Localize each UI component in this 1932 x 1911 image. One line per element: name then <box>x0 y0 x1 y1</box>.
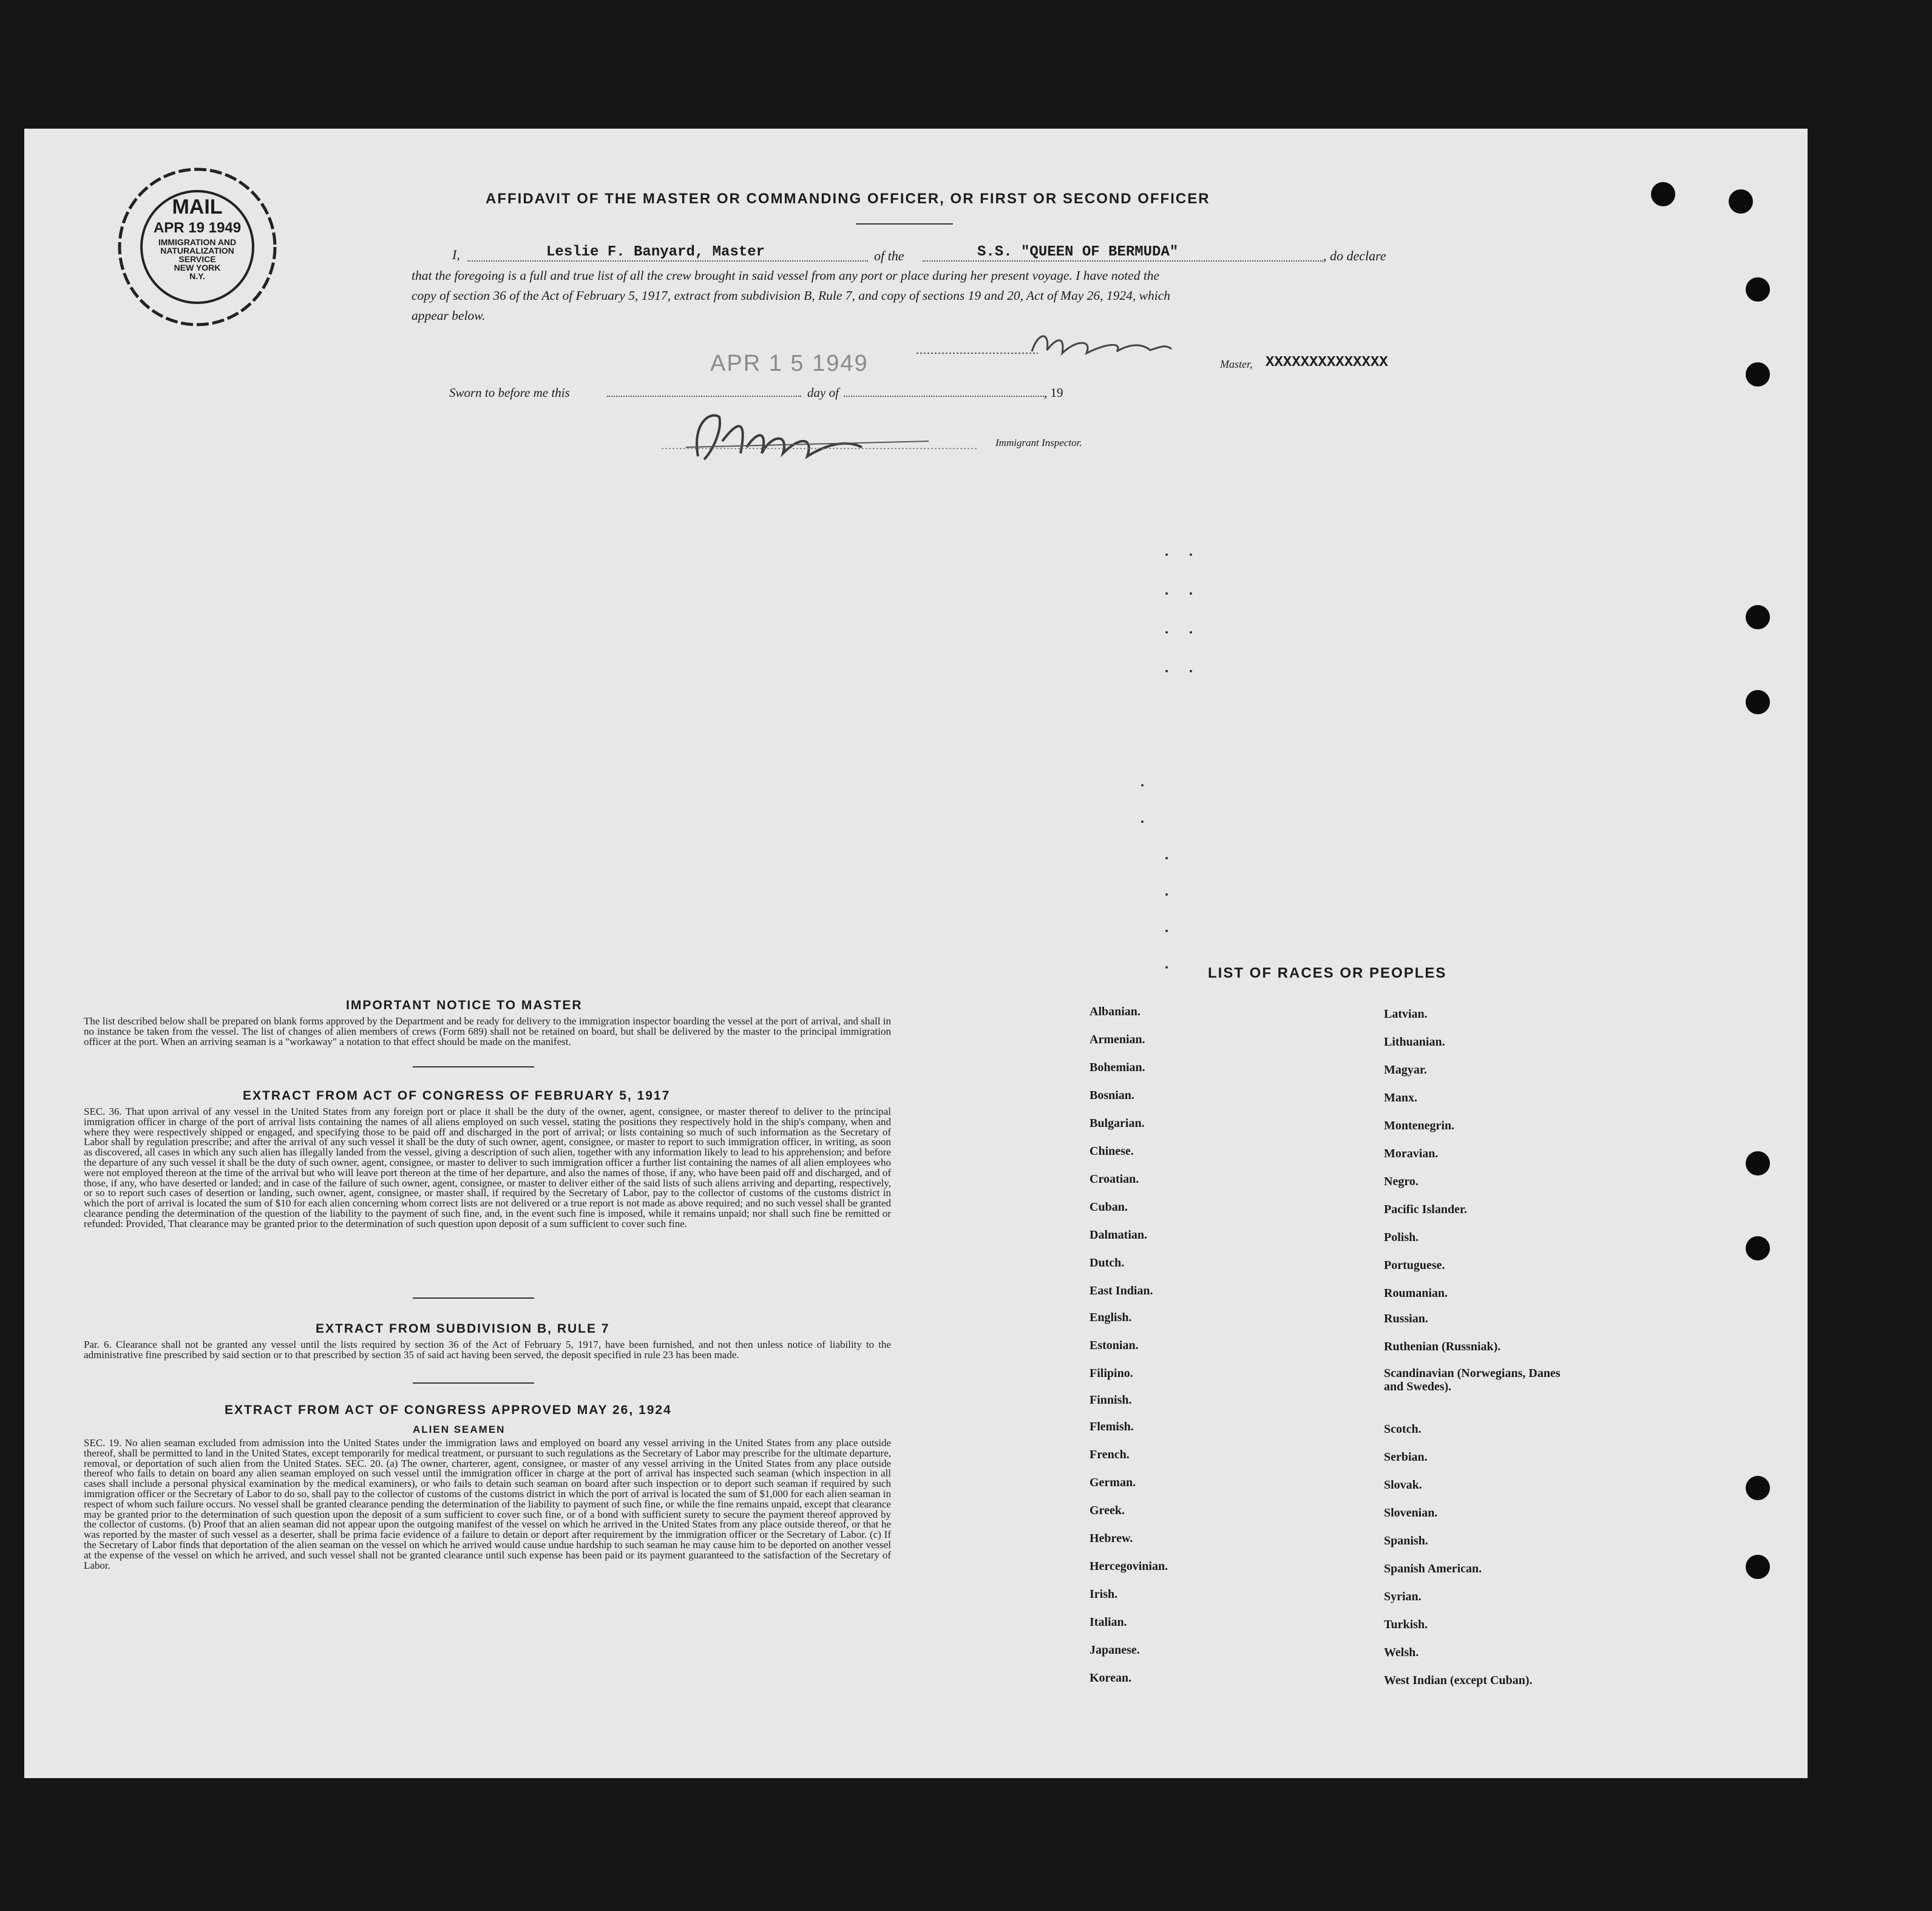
race-item: Spanish. <box>1384 1534 1428 1547</box>
sworn-day-field <box>607 396 801 397</box>
do-declare-label: , do declare <box>1323 248 1386 263</box>
race-item: Estonian. <box>1090 1339 1139 1352</box>
inspector-signature <box>662 405 1002 475</box>
race-item: Bosnian. <box>1090 1089 1134 1102</box>
date-received-stamp: APR 1 5 1949 <box>710 351 869 376</box>
act-1924-heading: EXTRACT FROM ACT OF CONGRESS APPROVED MAY 26, 1924 <box>225 1403 672 1417</box>
sworn-label: Sworn to before me this <box>449 385 570 400</box>
of-the-label: of the <box>874 248 904 263</box>
act-1924-text: SEC. 19. No alien seaman excluded from admission into the United States under the immigration laws and employed on board any vessel arriving in the United States from any place outside thereof, shall be permitted to land in the United States, except temporarily for medical treatment, or pursuant to such regulations as the Secretary of Labor may prescribe for the ultimate departure, removal, or deportation of such alien from the United States. SEC. 20. (a) The owner, charterer, agent, consignee, or master of any vessel arriving in the United States from any place outside thereof who fails to detain on board any alien seaman employed on such vessel until the immigration officer in charge at the port of arrival has inspected such seaman (which inspection in all cases shall include a personal physical examination by the medical examiners), or who fails to detain such seaman on board after such inspection or to deport such seaman if required by such immigration officer or the Secretary of Labor to do so, shall pay to the collector of customs of the customs district in which the port of arrival is located the sum of $1,000 for each alien seaman in respect of whom such failure occurs. No vessel shall be granted clearance pending the determination of the liability to payment of such fine, or while the fine remains unpaid, except that clearance may be granted prior to the determination of such question upon the deposit of a sum sufficient to cover such fine, or of a bond with sufficient surety to secure the payment thereof approved by the collector of customs. (b) Proof that an alien seaman did not appear upon the outgoing manifest of the vessel on which he arrived in the United States from any place outside thereof, or that he was reported by the master of such vessel as a deserter, shall be prima facie evidence of a failure to detain or deport after requirement by the immigration officer or the Secretary of Labor. (c) If the Secretary of Labor finds that deportation of the alien seaman on the vessel on which he arrived would cause undue hardship to such seaman he may cause him to be deported on another vessel at the expense of the vessel on which he arrived, and such vessel shall not be granted clearance until such expense has been paid or its payment guaranteed to the satisfaction of the Secretary of Labor. <box>84 1437 891 1571</box>
binder-hole <box>1651 182 1675 206</box>
race-item: German. <box>1090 1476 1136 1489</box>
race-item: Lithuanian. <box>1384 1035 1445 1049</box>
race-item: Hercegovinian. <box>1090 1560 1168 1573</box>
speck <box>1165 670 1168 672</box>
race-item: Hebrew. <box>1090 1532 1133 1545</box>
race-item: Serbian. <box>1384 1450 1428 1464</box>
race-item: Scandinavian (Norwegians, Danes and Swedes). <box>1384 1367 1561 1393</box>
binder-hole <box>1746 605 1770 629</box>
race-item: Turkish. <box>1384 1618 1428 1631</box>
race-item: Negro. <box>1384 1175 1418 1188</box>
speck <box>1165 631 1168 634</box>
binder-hole <box>1746 362 1770 387</box>
speck <box>1165 893 1168 896</box>
race-item: Polish. <box>1384 1231 1419 1244</box>
race-item: French. <box>1090 1448 1130 1461</box>
binder-hole <box>1746 1151 1770 1175</box>
vessel-name-field: S.S. "QUEEN OF BERMUDA" <box>923 244 1323 262</box>
race-item: Slovenian. <box>1384 1506 1438 1520</box>
stamp-mail-text: MAIL <box>172 195 223 218</box>
heading-divider <box>856 223 953 225</box>
race-item: Ruthenian (Russniak). <box>1384 1340 1501 1353</box>
race-item: Portuguese. <box>1384 1259 1445 1272</box>
race-item: Slovak. <box>1384 1478 1422 1492</box>
race-item: Latvian. <box>1384 1007 1428 1021</box>
stamp-agency-text: SERVICE <box>178 254 216 264</box>
speck <box>1165 592 1168 595</box>
race-item: Dutch. <box>1090 1256 1125 1270</box>
mail-received-stamp <box>115 165 279 329</box>
race-item: Bulgarian. <box>1090 1117 1145 1130</box>
binder-hole <box>1746 277 1770 302</box>
race-item: Moravian. <box>1384 1147 1439 1160</box>
race-item: Roumanian. <box>1384 1287 1448 1300</box>
master-name-field: Leslie F. Banyard, Master <box>467 244 868 262</box>
speck <box>1190 592 1192 595</box>
speck <box>1165 966 1168 969</box>
inspector-label: Immigrant Inspector. <box>995 437 1082 448</box>
race-item: Chinese. <box>1090 1145 1134 1158</box>
document-page <box>24 129 1808 1778</box>
race-item: Russian. <box>1384 1312 1428 1325</box>
race-item: Pacific Islander. <box>1384 1203 1468 1216</box>
section-divider <box>413 1382 534 1384</box>
race-item: West Indian (except Cuban). <box>1384 1674 1533 1687</box>
affidavit-i-label: I, <box>452 247 460 262</box>
act-1924-subheading: ALIEN SEAMEN <box>413 1424 506 1435</box>
binder-hole <box>1746 1476 1770 1500</box>
binder-hole <box>1746 1555 1770 1579</box>
race-item: Albanian. <box>1090 1005 1141 1018</box>
stamp-date-text: APR 19 1949 <box>153 220 242 236</box>
section-divider <box>413 1297 534 1299</box>
binder-hole <box>1746 690 1770 714</box>
race-item: Welsh. <box>1384 1646 1419 1659</box>
master-label: Master, <box>1220 358 1253 370</box>
speck <box>1190 631 1192 634</box>
race-item: Cuban. <box>1090 1200 1128 1214</box>
binder-hole <box>1746 1236 1770 1260</box>
race-item: Dalmatian. <box>1090 1228 1147 1242</box>
master-stamp: XXXXXXXXXXXXXX <box>1266 354 1388 371</box>
race-item: Syrian. <box>1384 1590 1422 1603</box>
speck <box>1190 553 1192 556</box>
speck <box>1190 670 1192 672</box>
stamp-agency-text: IMMIGRATION AND <box>158 237 237 247</box>
race-item: Montenegrin. <box>1384 1119 1455 1132</box>
sworn-month-field <box>844 396 1044 397</box>
race-item: Magyar. <box>1384 1063 1427 1077</box>
race-item: East Indian. <box>1090 1284 1153 1297</box>
notice-heading: IMPORTANT NOTICE TO MASTER <box>346 998 583 1012</box>
master-signature <box>910 326 1226 365</box>
speck <box>1165 553 1168 556</box>
race-item: Croatian. <box>1090 1172 1139 1186</box>
race-item: Armenian. <box>1090 1033 1145 1046</box>
race-item: English. <box>1090 1311 1132 1324</box>
affidavit-heading: AFFIDAVIT OF THE MASTER OR COMMANDING OFFICER, OR FIRST OR SECOND OFFICER <box>486 191 1210 207</box>
rule-7-heading: EXTRACT FROM SUBDIVISION B, RULE 7 <box>316 1322 610 1336</box>
affidavit-line-4: appear below. <box>412 308 486 323</box>
day-of-label: day of <box>807 385 839 400</box>
speck <box>1141 820 1144 823</box>
speck <box>1165 857 1168 859</box>
stamp-city-text: NEW YORK <box>174 263 221 272</box>
stamp-state-text: N.Y. <box>189 271 205 281</box>
act-1917-text: SEC. 36. That upon arrival of any vessel in the United States from any foreign port or place it shall be the duty of the owner, agent, consignee, or master thereof to deliver to the principal immigration officer in charge of the port of arrival lists containing the names of all aliens employed on such vessel, stating the positions they respectively hold in the ship's company, when and where they were respectively shipped or engaged, and specifying those to be paid off and discharged in the port of arrival; or lists containing so much of such information as the Secretary of Labor shall by regulation prescribe; and after the arrival of any such vessel it shall be the duty of such owner, agent, consignee, or master to report to such immigration officer, in writing, as soon as discovered, all cases in which any such alien has illegally landed from the vessel, giving a description of such alien, together with any information likely to lead to his apprehension; and before the departure of any such vessel it shall be the duty of such owner, agent, consignee, or master to deliver to such immigration officer a further list containing the names of all alien employees who were not employed thereon at the time of the arrival but who will leave port thereon at the time of her departure, and also the names of those, if any, who have been paid off and discharged, and of those, if any, who have deserted or landed; and in case of the failure of such owner, agent, consignee, or master to deliver either of the said lists of such aliens arriving and departing, respectively, or so to report such cases of desertion or landing, such owner, agent, consignee, or master shall, if required by the Secretary of Labor, pay to the collector of customs of the customs district in which the port of arrival is located the sum of $10 for each alien concerning whom correct lists are not delivered or a true report is not made as above required; and no such vessel shall be granted clearance pending the determination of the question of the liability to the payment of such fine, and, in the event such fine is imposed, while it remains unpaid; nor shall such fine be remitted or refunded: Provided, That clearance may be granted prior to the determination of such question upon deposit of a sum sufficient to cover such fine. <box>84 1106 891 1229</box>
section-divider <box>413 1066 534 1067</box>
year-prefix: , 19 <box>1044 385 1063 400</box>
race-item: Irish. <box>1090 1588 1118 1601</box>
speck <box>1141 784 1144 786</box>
stamp-agency-text: NATURALIZATION <box>160 246 234 255</box>
race-item: Italian. <box>1090 1615 1127 1629</box>
race-item: Scotch. <box>1384 1422 1422 1436</box>
affidavit-line-3: copy of section 36 of the Act of February 5, 1917, extract from subdivision B, Rule 7, and copy of sections 19 and 20, Act of May 26, 1924, which <box>412 288 1170 303</box>
binder-hole <box>1729 189 1753 214</box>
rule-7-text: Par. 6. Clearance shall not be granted any vessel until the lists required by section 36 of the Act of February 5, 1917, have been furnished, and not then unless notice of liability to the administrative fine prescribed by said section or to that prescribed by section 35 of said act having been served, the deposit specified in rule 23 has been made. <box>84 1339 891 1361</box>
race-item: Greek. <box>1090 1504 1125 1517</box>
race-item: Japanese. <box>1090 1643 1140 1657</box>
race-item: Finnish. <box>1090 1393 1132 1407</box>
race-item: Filipino. <box>1090 1367 1133 1380</box>
speck <box>1165 930 1168 932</box>
affidavit-line-2: that the foregoing is a full and true list of all the crew brought in said vessel from any port or place during her present voyage. I have noted the <box>412 268 1160 283</box>
race-item: Bohemian. <box>1090 1061 1145 1074</box>
race-item: Korean. <box>1090 1671 1132 1685</box>
notice-text: The list described below shall be prepared on blank forms approved by the Department and be ready for delivery to the immigration inspector boarding the vessel at the port of arrival, and shall in no instance be taken from the vessel. The list of changes of alien members of crews (Form 689) shall not be retained on board, but shall be delivered by the master to the principal immigration officer at the port. When an arriving seaman is a "workaway" a notation to that effect should be made on the manifest. <box>84 1015 891 1047</box>
race-item: Manx. <box>1384 1091 1417 1104</box>
races-heading: LIST OF RACES OR PEOPLES <box>1208 965 1447 981</box>
race-item: Flemish. <box>1090 1420 1134 1433</box>
race-item: Spanish American. <box>1384 1562 1482 1575</box>
act-1917-heading: EXTRACT FROM ACT OF CONGRESS OF FEBRUARY 5, 1917 <box>243 1089 671 1103</box>
